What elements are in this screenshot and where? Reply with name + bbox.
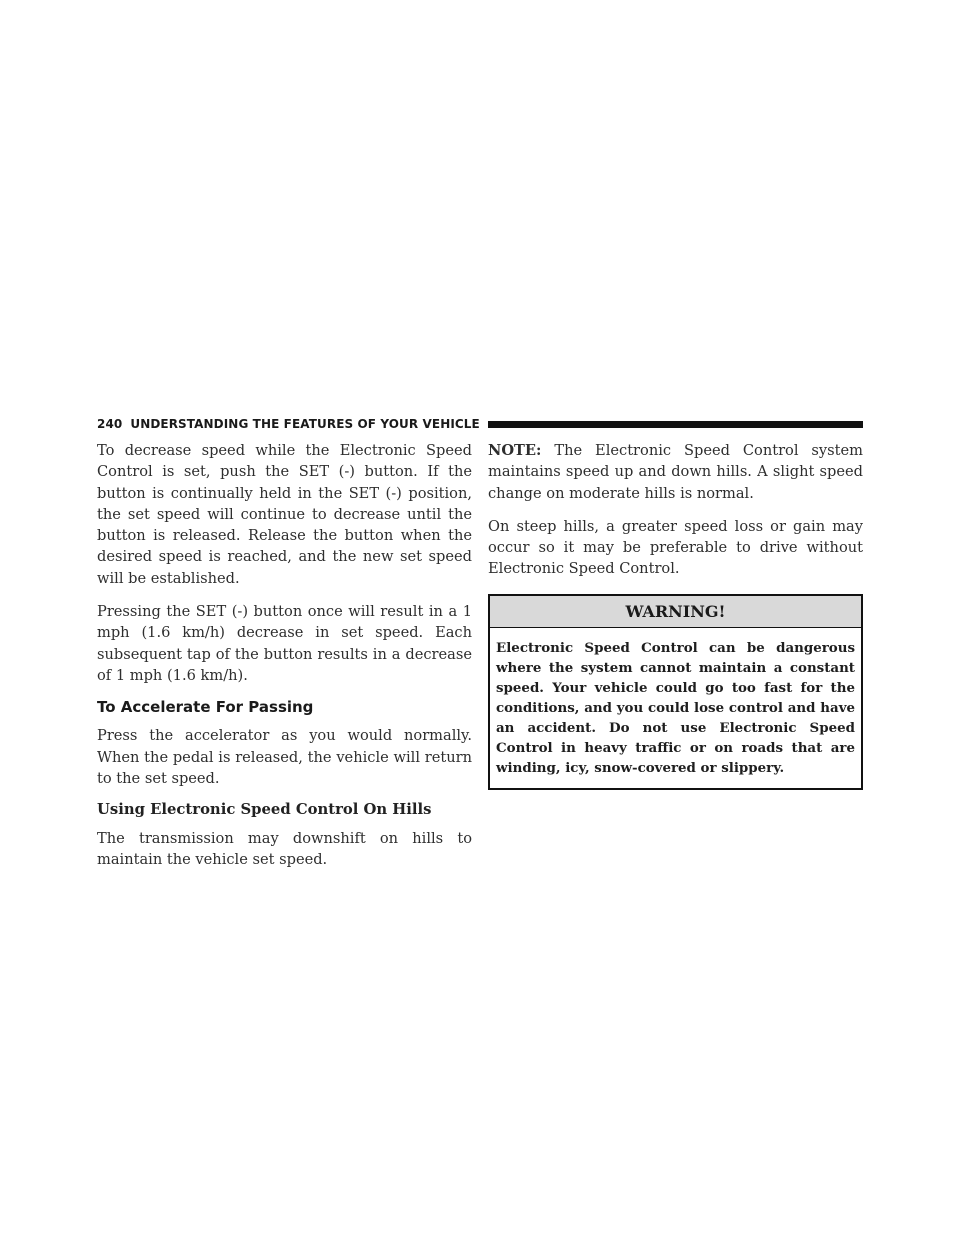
page-number: 240	[97, 417, 123, 431]
paragraph-accelerator: Press the accelerator as you would normally. When the pedal is released, the vehicle will return to the set speed.	[97, 727, 472, 787]
warning-title: WARNING!	[490, 596, 861, 628]
heading-hills: Using Electronic Speed Control On Hills	[97, 801, 432, 819]
warning-text: Electronic Speed Control can be dangerous where the system cannot maintain a constant speed. Your vehicle could go too fast for the conditions, and you could lose control and have an accident. Do not use Electronic Speed Control in heavy traffic or on roads that are winding, icy, snow-covered or slippery.	[496, 639, 855, 776]
page-header	[97, 417, 863, 431]
note-paragraph	[488, 440, 863, 504]
paragraph-steep-hills: On steep hills, a greater speed loss or gain may occur so it may be preferable to drive without Electronic Speed Control.	[488, 517, 863, 578]
left-column	[97, 440, 472, 883]
note-label: NOTE:	[488, 442, 542, 459]
heading-accelerate-for-passing: To Accelerate For Passing	[97, 698, 314, 717]
paragraph-decrease-speed: To decrease speed while the Electronic Speed Control is set, push the SET (-) button. If the button is continually held in the SET (-) position, the set speed will continue to decrease until the button is released. Release the button when the desired speed is reached, and the new set speed will be established.	[97, 442, 472, 587]
paragraph-set-button-tap: Pressing the SET (-) button once will result in a 1 mph (1.6 km/h) decrease in set speed. Each subsequent tap of the button results in a decrease of 1 mph (1.6 km/h).	[97, 603, 472, 684]
note-text: The Electronic Speed Control system maintains speed up and down hills. A slight speed change on moderate hills is normal.	[488, 442, 863, 502]
section-title: UNDERSTANDING THE FEATURES OF YOUR VEHICLE	[130, 417, 480, 431]
header-rule	[488, 421, 863, 428]
paragraph-downshift: The transmission may downshift on hills to maintain the vehicle set speed.	[97, 830, 472, 869]
right-column	[488, 440, 863, 790]
warning-box	[488, 594, 863, 790]
